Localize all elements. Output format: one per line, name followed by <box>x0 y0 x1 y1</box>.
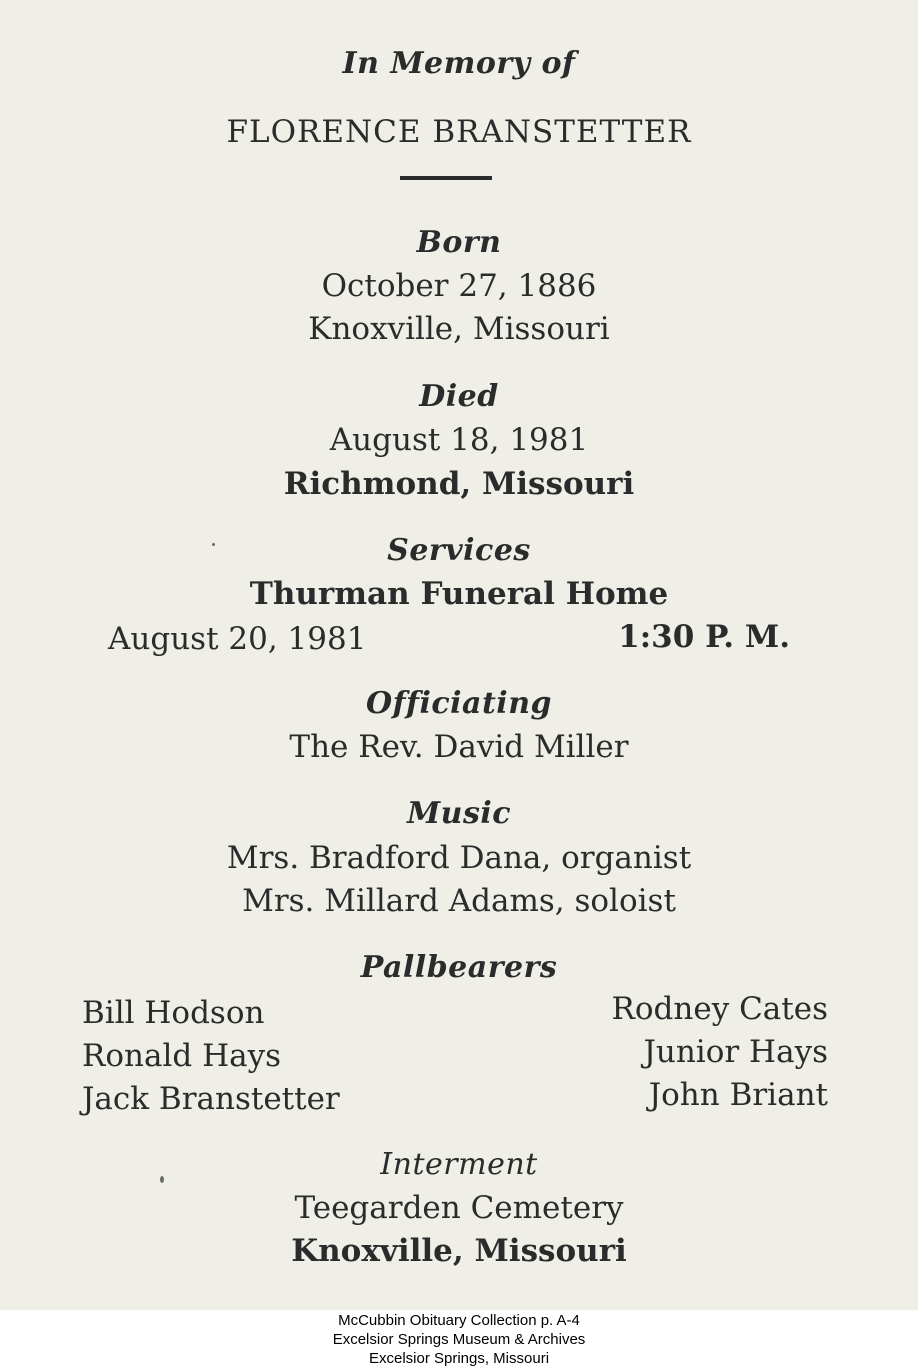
pallbearer-right-3: John Briant <box>648 1077 828 1113</box>
paper-speck <box>160 1176 164 1183</box>
died-date: August 18, 1981 <box>329 422 589 458</box>
deceased-name: FLORENCE BRANSTETTER <box>226 114 692 150</box>
born-heading: Born <box>416 225 502 260</box>
interment-place: Knoxville, Missouri <box>291 1233 627 1269</box>
services-heading: Services <box>387 533 531 568</box>
intro-heading: In Memory of <box>342 46 576 81</box>
divider-rule <box>400 176 492 180</box>
pallbearer-left-2: Ronald Hays <box>82 1038 282 1074</box>
music-heading: Music <box>406 796 512 831</box>
paper-speck <box>212 543 215 546</box>
services-date: August 20, 1981 <box>108 621 367 657</box>
caption-line-collection: McCubbin Obituary Collection p. A-4 <box>338 1312 580 1329</box>
died-place: Richmond, Missouri <box>283 466 635 502</box>
music-organist: Mrs. Bradford Dana, organist <box>226 840 692 876</box>
born-date: October 27, 1886 <box>321 268 597 304</box>
interment-cemetery: Teegarden Cemetery <box>294 1190 624 1226</box>
officiating-heading: Officiating <box>366 686 552 721</box>
services-time: 1:30 P. M. <box>618 619 790 655</box>
pallbearer-right-1: Rodney Cates <box>611 991 828 1027</box>
services-location: Thurman Funeral Home <box>249 576 669 612</box>
caption-line-location: Excelsior Springs, Missouri <box>368 1350 550 1367</box>
music-soloist: Mrs. Millard Adams, soloist <box>242 883 676 919</box>
officiant-name: The Rev. David Miller <box>289 729 629 765</box>
pallbearer-left-1: Bill Hodson <box>82 995 265 1031</box>
archive-caption <box>0 1311 918 1368</box>
pallbearer-right-2: Junior Hays <box>643 1034 828 1070</box>
died-heading: Died <box>419 379 499 414</box>
born-place: Knoxville, Missouri <box>308 311 610 347</box>
pallbearer-left-3: Jack Branstetter <box>82 1081 340 1117</box>
caption-line-museum: Excelsior Springs Museum & Archives <box>332 1331 586 1348</box>
pallbearers-heading: Pallbearers <box>360 950 558 985</box>
interment-heading: Interment <box>380 1147 538 1182</box>
